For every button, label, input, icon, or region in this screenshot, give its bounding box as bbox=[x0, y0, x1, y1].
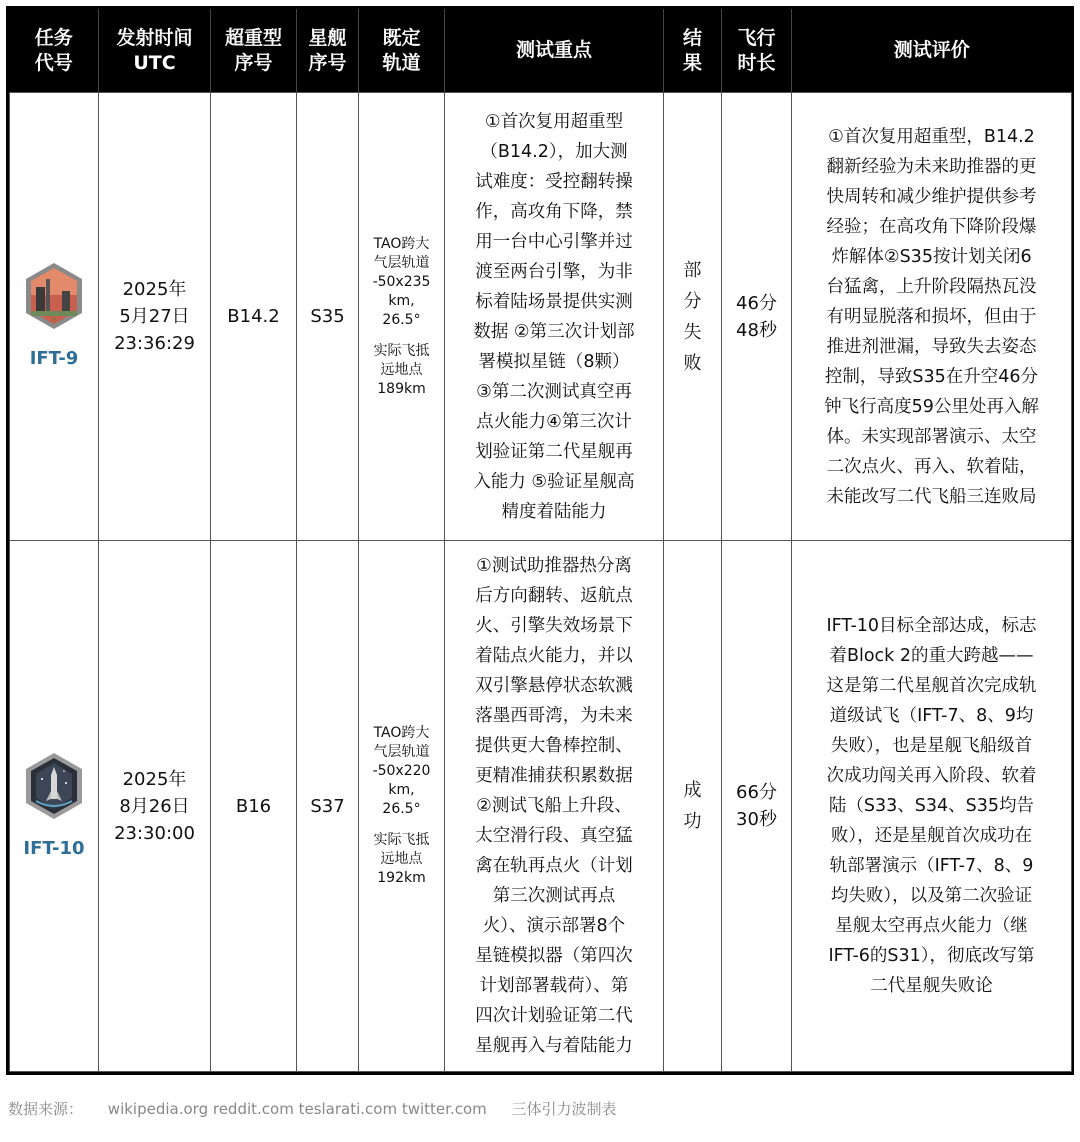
header-mission: 任务 代号 bbox=[10, 9, 99, 93]
ship-cell: S35 bbox=[297, 93, 359, 541]
orbit-actual: 实际飞抵 远地点 192km bbox=[373, 832, 430, 887]
evaluation-cell: ①首次复用超重型，B14.2 翻新经验为未来助推器的更 快周转和减少维护提供参考 经验；在高攻角下降阶段爆 炸解体②S35按计划关闭6 台猛禽，上升阶段隔热瓦没 有明显脱落和损坏，但由于 推进剂泄漏，导致失去姿态 控制，导致S35在升空46分 钟飞行高度59公里处再入解 体。未实现部署演示、太空 二次点火、再入、软着陆， 未能改写二代飞船三连败局 bbox=[792, 93, 1072, 541]
mission-table-container bbox=[6, 6, 1074, 1075]
orbit-cell bbox=[359, 541, 445, 1072]
duration-cell: 46分 48秒 bbox=[722, 93, 792, 541]
header-duration: 飞行 时长 bbox=[722, 9, 792, 93]
ift-10-mission-patch-icon bbox=[22, 751, 86, 821]
footer bbox=[8, 1098, 637, 1119]
footer-credit: 三体引力波制表 bbox=[511, 1100, 617, 1118]
header-focus: 测试重点 bbox=[445, 9, 664, 93]
duration-cell: 66分 30秒 bbox=[722, 541, 792, 1072]
header-evaluation: 测试评价 bbox=[792, 9, 1072, 93]
result-cell: 成 功 bbox=[664, 541, 722, 1072]
mission-id: IFT-10 bbox=[23, 837, 85, 859]
ift-9-mission-patch-icon bbox=[22, 261, 86, 331]
header-launch-time: 发射时间 UTC bbox=[99, 9, 211, 93]
focus-cell: ①首次复用超重型 （B14.2），加大测 试难度：受控翻转操 作，高攻角下降，禁 用一台中心引擎并过 渡至两台引擎，为非 标着陆场景提供实测 数据 ②第三次计划部 署模拟星链（8颗） ③第二次测试真空再 点火能力④第三次计 划验证第二代星舰再 入能力 ⑤验证星舰高 精度着陆能力 bbox=[445, 93, 664, 541]
focus-cell: ①测试助推器热分离 后方向翻转、返航点 火、引擎失效场景下 着陆点火能力，并以 双引擎悬停状态软溅 落墨西哥湾，为未来 提供更大鲁棒控制、 更精准捕获积累数据 ②测试飞船上升段、 太空滑行段、真空猛 禽在轨再点火（计划 第三次测试再点 火）、演示部署8个 星链模拟器（第四次 计划部署载荷）、第 四次计划验证第二代 星舰再入与着陆能力 bbox=[445, 541, 664, 1072]
launch-time-cell: 2025年 8月26日 23:30:00 bbox=[99, 541, 211, 1072]
header-result: 结 果 bbox=[664, 9, 722, 93]
table-row bbox=[10, 541, 1072, 1072]
svg-text:+: + bbox=[51, 316, 57, 324]
orbit-actual: 实际飞抵 远地点 189km bbox=[373, 342, 430, 397]
booster-cell: B16 bbox=[211, 541, 297, 1072]
header-orbit: 既定 轨道 bbox=[359, 9, 445, 93]
booster-cell: B14.2 bbox=[211, 93, 297, 541]
result-cell: 部 分 失 败 bbox=[664, 93, 722, 541]
orbit-planned: TAO跨大 气层轨道 -50x235 km, 26.5° bbox=[372, 235, 431, 328]
header-row bbox=[10, 9, 1072, 93]
table-row bbox=[10, 93, 1072, 541]
ship-cell: S37 bbox=[297, 541, 359, 1072]
mission-cell bbox=[10, 93, 99, 541]
header-booster: 超重型 序号 bbox=[211, 9, 297, 93]
mission-cell bbox=[10, 541, 99, 1072]
evaluation-cell: IFT-10目标全部达成，标志 着Block 2的重大跨越—— 这是第二代星舰首次完成轨 道级试飞（IFT-7、8、9均 失败），也是星舰飞船级首 次成功闯关再入阶段、软着 陆（S33、S34、S35均告 败），还是星舰首次成功在 轨部署演示（IFT-7、8、9 均失败），以及第二次验证 星舰太空再点火能力（继 IFT-6的S31），彻底改写第 二代星舰失败论 bbox=[792, 541, 1072, 1072]
header-ship: 星舰 序号 bbox=[297, 9, 359, 93]
launch-time-cell: 2025年 5月27日 23:36:29 bbox=[99, 93, 211, 541]
orbit-planned: TAO跨大 气层轨道 -50x220 km, 26.5° bbox=[372, 725, 431, 818]
footer-label: 数据来源： bbox=[8, 1100, 84, 1118]
mission-table bbox=[9, 9, 1072, 1072]
orbit-cell bbox=[359, 93, 445, 541]
footer-sources: wikipedia.org reddit.com teslarati.com twitter.com bbox=[107, 1100, 487, 1118]
mission-id: IFT-9 bbox=[29, 348, 79, 370]
